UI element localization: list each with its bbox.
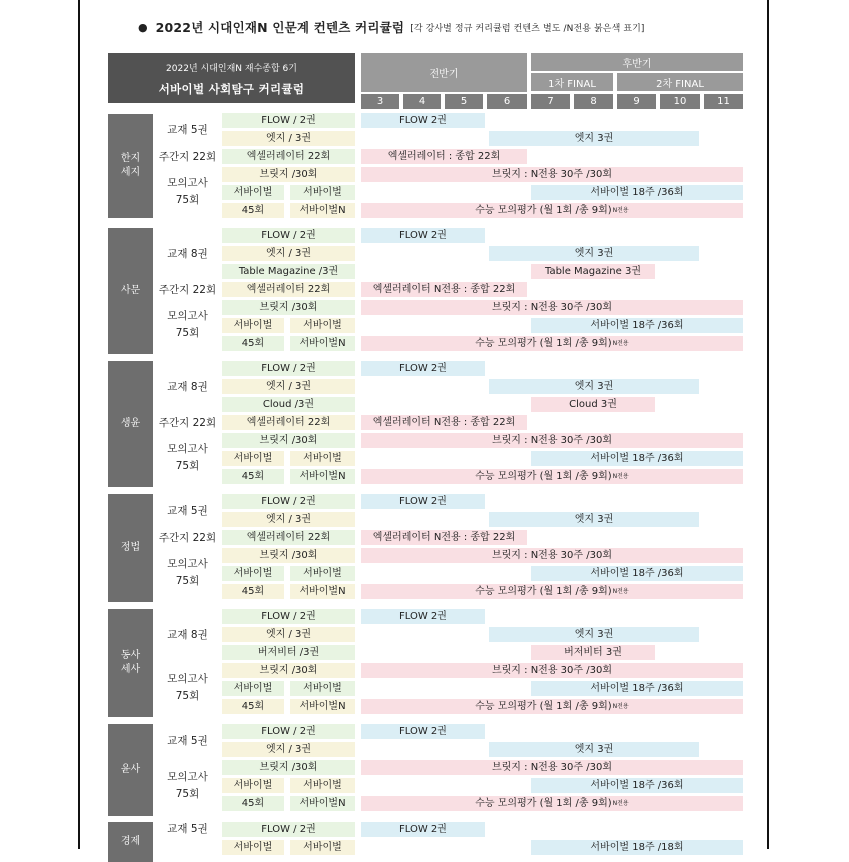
accel-item: 엑셀러레이터 22회	[222, 530, 355, 545]
survival-item: 서바이벌	[290, 451, 355, 466]
survival-count: 45회	[222, 699, 284, 714]
survival-item: 서바이벌	[290, 566, 355, 581]
csat-bar: 수능 모의평가 (월 1회 /총 9회)$^{N전용}$	[361, 584, 743, 599]
flow-bar: FLOW 2권	[361, 822, 485, 837]
edge-item: 엣지 / 3권	[222, 512, 355, 527]
header-line2: 서바이벌 사회탐구 커리큘럼	[158, 82, 305, 96]
survival-count: 45회	[222, 796, 284, 811]
survival-n-item: 서바이벌N	[290, 584, 355, 599]
bridge-item: 브릿지 /30회	[222, 433, 355, 448]
survival-n-item: 서바이벌N	[290, 336, 355, 351]
books-label: 교재 5권	[167, 124, 208, 136]
books-label: 교재 5권	[167, 505, 208, 517]
survival-item: 서바이벌	[290, 778, 355, 793]
page-border-right	[767, 0, 769, 849]
survival-item: 서바이벌	[290, 681, 355, 696]
subject-dongsa-sesa: 동사 세사	[108, 609, 153, 717]
header-line1: 2022년 시대인재N 재수종합 6기	[166, 64, 297, 74]
subject-jeongbeop: 정법	[108, 494, 153, 602]
flow-item: FLOW / 2권	[222, 494, 355, 509]
extra-book-item: Cloud /3권	[222, 397, 355, 412]
bridge-item: 브릿지 /30회	[222, 548, 355, 563]
bridge-item: 브릿지 /30회	[222, 300, 355, 315]
flow-bar: FLOW 2권	[361, 228, 485, 243]
flow-bar: FLOW 2권	[361, 494, 485, 509]
n-only-mark: N전용	[612, 588, 629, 595]
subject-gyeongje: 경제	[108, 822, 153, 862]
first-half-header: 전반기	[361, 53, 527, 92]
month-header: 4	[403, 94, 441, 109]
survival-item: 서바이벌	[290, 840, 355, 855]
csat-bar: 수능 모의평가 (월 1회 /총 9회)$^{N전용}$	[361, 796, 743, 811]
extra-book-bar: Table Magazine 3권	[531, 264, 655, 279]
bridge-bar: 브릿지 : N전용 30주 /30회	[361, 663, 743, 678]
flow-item: FLOW / 2권	[222, 228, 355, 243]
bridge-item: 브릿지 /30회	[222, 167, 355, 182]
survival-bar: 서바이벌 18주 /36회	[531, 566, 743, 581]
month-header: 10	[660, 94, 700, 109]
survival-item: 서바이벌	[222, 318, 284, 333]
second-half-header: 후반기	[531, 53, 743, 71]
flow-item: FLOW / 2권	[222, 113, 355, 128]
bullet-icon: ●	[138, 20, 148, 34]
n-only-mark: N전용	[612, 340, 629, 347]
survival-item: 서바이벌	[222, 185, 284, 200]
page-title	[138, 18, 738, 36]
final2-header: 2차 FINAL	[617, 73, 743, 91]
edge-item: 엣지 / 3권	[222, 131, 355, 146]
month-header: 3	[361, 94, 399, 109]
flow-item: FLOW / 2권	[222, 609, 355, 624]
extra-book-bar: 버저비터 3권	[531, 645, 655, 660]
survival-bar: 서바이벌 18주 /36회	[531, 681, 743, 696]
accel-bar: 엑셀러레이터 : 종합 22회	[361, 149, 527, 164]
edge-bar: 엣지 3권	[489, 512, 699, 527]
extra-book-item: 버저비터 /3권	[222, 645, 355, 660]
weekly-label: 주간지 22회	[158, 532, 217, 544]
edge-item: 엣지 / 3권	[222, 627, 355, 642]
survival-count: 45회	[222, 336, 284, 351]
accel-bar: 엑셀러레이터 N전용 : 종합 22회	[361, 415, 527, 430]
survival-n-item: 서바이벌N	[290, 469, 355, 484]
survival-bar: 서바이벌 18주 /36회	[531, 185, 743, 200]
flow-bar: FLOW 2권	[361, 609, 485, 624]
mock-label: 모의고사 75회	[167, 310, 208, 339]
flow-item: FLOW / 2권	[222, 822, 355, 837]
extra-book-bar: Cloud 3권	[531, 397, 655, 412]
survival-bar: 서바이벌 18주 /36회	[531, 451, 743, 466]
edge-bar: 엣지 3권	[489, 131, 699, 146]
bridge-bar: 브릿지 : N전용 30주 /30회	[361, 548, 743, 563]
curriculum-header	[108, 53, 355, 103]
survival-item: 서바이벌	[222, 778, 284, 793]
month-header: 11	[704, 94, 743, 109]
flow-bar: FLOW 2권	[361, 361, 485, 376]
month-header: 8	[574, 94, 613, 109]
page-border-left	[78, 0, 80, 849]
extra-book-item: Table Magazine /3권	[222, 264, 355, 279]
survival-count: 45회	[222, 584, 284, 599]
flow-bar: FLOW 2권	[361, 113, 485, 128]
edge-bar: 엣지 3권	[489, 627, 699, 642]
accel-bar: 엑셀러레이터 N전용 : 종합 22회	[361, 282, 527, 297]
bridge-item: 브릿지 /30회	[222, 760, 355, 775]
n-only-mark: N전용	[612, 703, 629, 710]
books-label: 교재 5권	[167, 735, 208, 747]
subject-samun: 사문	[108, 228, 153, 354]
title-main: 2022년 시대인재N 인문계 컨텐츠 커리큘럼	[155, 20, 405, 35]
edge-item: 엣지 / 3권	[222, 246, 355, 261]
survival-item: 서바이벌	[290, 318, 355, 333]
edge-item: 엣지 / 3권	[222, 742, 355, 757]
csat-bar: 수능 모의평가 (월 1회 /총 9회)$^{N전용}$	[361, 469, 743, 484]
csat-bar: 수능 모의평가 (월 1회 /총 9회)$^{N전용}$	[361, 699, 743, 714]
survival-item: 서바이벌	[222, 566, 284, 581]
month-header: 9	[617, 94, 656, 109]
weekly-label: 주간지 22회	[158, 284, 217, 296]
weekly-label: 주간지 22회	[158, 417, 217, 429]
books-label: 교재 8권	[167, 381, 208, 393]
mock-label: 모의고사 75회	[167, 177, 208, 206]
mock-label: 모의고사 75회	[167, 443, 208, 472]
edge-item: 엣지 / 3권	[222, 379, 355, 394]
bridge-bar: 브릿지 : N전용 30주 /30회	[361, 300, 743, 315]
edge-bar: 엣지 3권	[489, 742, 699, 757]
survival-item: 서바이벌	[222, 681, 284, 696]
csat-bar: 수능 모의평가 (월 1회 /총 9회)$^{N전용}$	[361, 336, 743, 351]
flow-item: FLOW / 2권	[222, 361, 355, 376]
survival-bar: 서바이벌 18주 /18회	[531, 840, 743, 855]
survival-bar: 서바이벌 18주 /36회	[531, 318, 743, 333]
bridge-item: 브릿지 /30회	[222, 663, 355, 678]
books-label: 교재 8권	[167, 629, 208, 641]
survival-count: 45회	[222, 203, 284, 218]
weekly-label: 주간지 22회	[158, 151, 217, 163]
survival-n-item: 서바이벌N	[290, 203, 355, 218]
title-note: [각 강사별 정규 커리큘럼 컨텐츠 별도 /N전용 붉은색 표기]	[410, 23, 645, 34]
books-label: 교재 8권	[167, 248, 208, 260]
month-header: 5	[445, 94, 483, 109]
month-header: 7	[531, 94, 570, 109]
csat-bar: 수능 모의평가 (월 1회 /총 9회)$^{N전용}$	[361, 203, 743, 218]
survival-item: 서바이벌	[222, 451, 284, 466]
final1-header: 1차 FINAL	[531, 73, 613, 91]
accel-item: 엑셀러레이터 22회	[222, 149, 355, 164]
bridge-bar: 브릿지 : N전용 30주 /30회	[361, 433, 743, 448]
accel-item: 엑셀러레이터 22회	[222, 282, 355, 297]
subject-saengyun: 생윤	[108, 361, 153, 487]
survival-n-item: 서바이벌N	[290, 796, 355, 811]
n-only-mark: N전용	[612, 800, 629, 807]
accel-bar: 엑셀러레이터 N전용 : 종합 22회	[361, 530, 527, 545]
books-label: 교재 5권	[167, 823, 208, 835]
n-only-mark: N전용	[612, 207, 629, 214]
mock-label: 모의고사 75회	[167, 673, 208, 702]
edge-bar: 엣지 3권	[489, 246, 699, 261]
flow-item: FLOW / 2권	[222, 724, 355, 739]
mock-label: 모의고사 75회	[167, 558, 208, 587]
survival-count: 45회	[222, 469, 284, 484]
month-header: 6	[487, 94, 527, 109]
survival-item: 서바이벌	[290, 185, 355, 200]
subject-hanji-seji: 한지 세지	[108, 114, 153, 218]
subject-yunsa: 윤사	[108, 724, 153, 816]
survival-item: 서바이벌	[222, 840, 284, 855]
bridge-bar: 브릿지 : N전용 30주 /30회	[361, 760, 743, 775]
n-only-mark: N전용	[612, 473, 629, 480]
survival-bar: 서바이벌 18주 /36회	[531, 778, 743, 793]
mock-label: 모의고사 75회	[167, 771, 208, 800]
survival-n-item: 서바이벌N	[290, 699, 355, 714]
bridge-bar: 브릿지 : N전용 30주 /30회	[361, 167, 743, 182]
edge-bar: 엣지 3권	[489, 379, 699, 394]
accel-item: 엑셀러레이터 22회	[222, 415, 355, 430]
flow-bar: FLOW 2권	[361, 724, 485, 739]
